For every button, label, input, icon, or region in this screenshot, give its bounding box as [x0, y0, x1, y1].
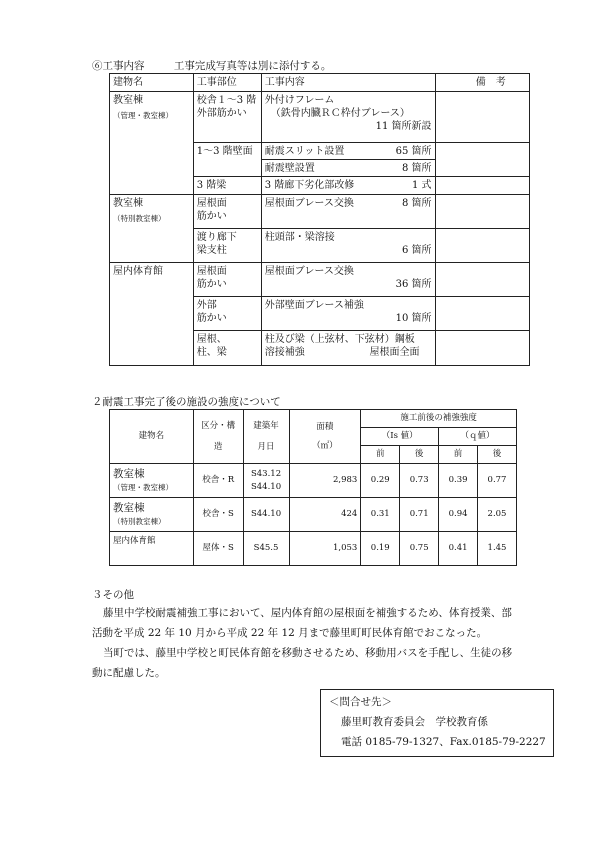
- table-row: [110, 532, 517, 566]
- is-before-cell: 0.29: [361, 464, 400, 498]
- part-line: 屋根面: [196, 198, 227, 209]
- header-kubun-line: 造: [213, 441, 223, 452]
- part-line: 渡り廊下: [196, 232, 237, 243]
- content-amount: 1 式: [411, 180, 432, 191]
- is-before-cell: 0.19: [361, 532, 400, 566]
- part-line: 屋根面: [196, 266, 227, 277]
- year-line: S44.10: [250, 481, 282, 492]
- building-name: 教室棟: [113, 95, 143, 106]
- header-year: [243, 410, 289, 464]
- table-row: [110, 195, 530, 229]
- q-after-cell: 2.05: [478, 498, 517, 532]
- remarks-cell: [436, 195, 530, 199]
- table-row: [110, 498, 517, 532]
- is-after-cell: 0.75: [400, 532, 439, 566]
- year-cell: S45.5: [243, 532, 289, 566]
- part-line: 外部筋かい: [196, 108, 247, 119]
- header-is: （Is 値）: [361, 428, 439, 446]
- content-amount: 11 箇所新設: [375, 121, 432, 132]
- part-line: 屋根、: [196, 334, 227, 345]
- area-cell: 1,053: [289, 532, 361, 566]
- content-line: 溶接補強: [264, 347, 305, 358]
- q-before-cell: 0.41: [439, 532, 478, 566]
- content-line: 柱頭部・梁溶接: [264, 232, 335, 243]
- header-content: 工事内容: [264, 77, 305, 88]
- q-before-cell: 0.39: [439, 464, 478, 498]
- is-after-cell: 0.73: [400, 464, 439, 498]
- header-year-line: 月日: [257, 441, 275, 452]
- header-area-line: 面積: [316, 421, 334, 432]
- paragraph-line: 活動を平成 22 年 10 月から平成 22 年 12 月まで藤里町町民体育館でおこなった。: [92, 627, 488, 639]
- section3-body: [92, 603, 522, 683]
- header-after: 後: [400, 446, 439, 464]
- building-sub: （特別教室棟）: [113, 516, 166, 526]
- table-header-row: [110, 410, 517, 428]
- section3-title: ３その他: [92, 589, 134, 601]
- header-kubun: [193, 410, 243, 464]
- table-row: [110, 92, 530, 143]
- contact-phone: 電話 0185-79-1327、Fax.0185-79-2227: [341, 736, 546, 748]
- remarks-cell: [436, 229, 530, 233]
- header-part: 工事部位: [196, 77, 237, 88]
- header-building: 建物名: [110, 410, 194, 464]
- construction-table: [109, 73, 530, 366]
- is-after-cell: 0.71: [400, 498, 439, 532]
- contact-title: ＜問合せ先＞: [329, 696, 392, 708]
- building-name: 屋内体育館: [113, 536, 156, 546]
- kubun-cell: 校舎・R: [193, 464, 243, 498]
- part-line: 柱、梁: [196, 347, 227, 358]
- content-line: （鉄骨内臓ＲＣ枠付ブレース）: [270, 108, 410, 119]
- paragraph-line: 動に配慮した。: [92, 667, 166, 679]
- content-amount: 8 箇所: [401, 163, 432, 174]
- part-line: 1～3 階壁面: [196, 146, 253, 157]
- part-line: 3 階梁: [196, 180, 227, 191]
- building-name: 教室棟: [113, 467, 145, 480]
- part-line: 校舎１～3 階: [196, 95, 257, 106]
- table-header-row: [110, 74, 530, 92]
- section6-heading: [92, 58, 331, 73]
- building-sub: （特別教室棟）: [113, 214, 166, 223]
- content-line: 耐震スリット設置: [264, 146, 345, 157]
- building-name: 屋内体育館: [113, 266, 163, 277]
- remarks-cell: [436, 92, 530, 96]
- contact-box: [320, 689, 554, 757]
- part-line: 筋かい: [196, 279, 227, 290]
- area-cell: 2,983: [289, 464, 361, 498]
- strength-table: [109, 409, 517, 566]
- section6-note: 工事完成写真等は別に添付する。: [173, 60, 332, 72]
- header-building: 建物名: [113, 77, 143, 88]
- content-amount: 65 箇所: [395, 146, 432, 157]
- q-after-cell: 0.77: [478, 464, 517, 498]
- content-line: 柱及び梁（上弦材、下弦材）鋼板: [264, 334, 415, 345]
- building-name: 教室棟: [113, 198, 143, 209]
- part-line: 外部: [196, 300, 217, 311]
- content-amount: 8 箇所: [401, 198, 432, 209]
- content-line: 3 階廊下劣化部改修: [264, 180, 355, 191]
- header-after: 後: [478, 446, 517, 464]
- header-before: 前: [361, 446, 400, 464]
- header-before: 前: [439, 446, 478, 464]
- part-line: 筋かい: [196, 211, 227, 222]
- content-line: 外部壁面ブレース補強: [264, 300, 364, 311]
- header-kubun-line: 区分・構: [201, 420, 236, 431]
- header-area: [289, 410, 361, 464]
- header-year-line: 建築年: [253, 420, 279, 431]
- q-before-cell: 0.94: [439, 498, 478, 532]
- paragraph-line: 当町では、藤里中学校と町民体育館を移動させるため、移動用バスを手配し、生徒の移: [103, 647, 513, 659]
- header-strength: 施工前後の補強強度: [361, 410, 517, 428]
- q-after-cell: 1.45: [478, 532, 517, 566]
- content-line: 屋根面ブレース交換: [264, 266, 354, 277]
- area-cell: 424: [289, 498, 361, 532]
- is-before-cell: 0.31: [361, 498, 400, 532]
- table-row: [110, 263, 530, 297]
- header-remarks: 備 考: [475, 77, 506, 88]
- building-name: 教室棟: [113, 501, 145, 514]
- content-line: 耐震壁設置: [264, 163, 315, 174]
- content-amount: 屋根面全面: [369, 347, 420, 358]
- year-line: S43.12: [250, 468, 282, 479]
- table-row: [110, 464, 517, 498]
- part-line: 筋かい: [196, 313, 227, 324]
- building-sub: （管理・教室棟）: [113, 482, 173, 492]
- part-line: 梁支柱: [196, 245, 227, 256]
- content-amount: 36 箇所: [395, 279, 432, 290]
- content-line: 屋根面ブレース交換: [264, 198, 354, 209]
- remarks-cell: [436, 143, 530, 147]
- header-q: （ｑ値）: [439, 428, 517, 446]
- section6-title: ⑥工事内容: [92, 60, 145, 72]
- remarks-cell: [436, 177, 530, 181]
- content-amount: 6 箇所: [401, 245, 432, 256]
- section2-title: ２耐震工事完了後の施設の強度について: [92, 396, 281, 408]
- paragraph-line: 藤里中学校耐震補強工事において、屋内体育館の屋根面を補強するため、体育授業、部: [103, 607, 512, 619]
- remarks-cell: [436, 297, 530, 301]
- content-line: 外付けフレーム: [264, 95, 335, 106]
- building-sub: （管理・教室棟）: [113, 111, 173, 120]
- remarks-cell: [436, 263, 530, 267]
- kubun-cell: 校舎・S: [193, 498, 243, 532]
- contact-org: 藤里町教育委員会 学校教育係: [341, 716, 488, 728]
- content-amount: 10 箇所: [395, 313, 432, 324]
- kubun-cell: 屋体・S: [193, 532, 243, 566]
- remarks-cell: [436, 331, 530, 335]
- header-area-line: （㎡）: [312, 440, 338, 451]
- year-cell: S44.10: [243, 498, 289, 532]
